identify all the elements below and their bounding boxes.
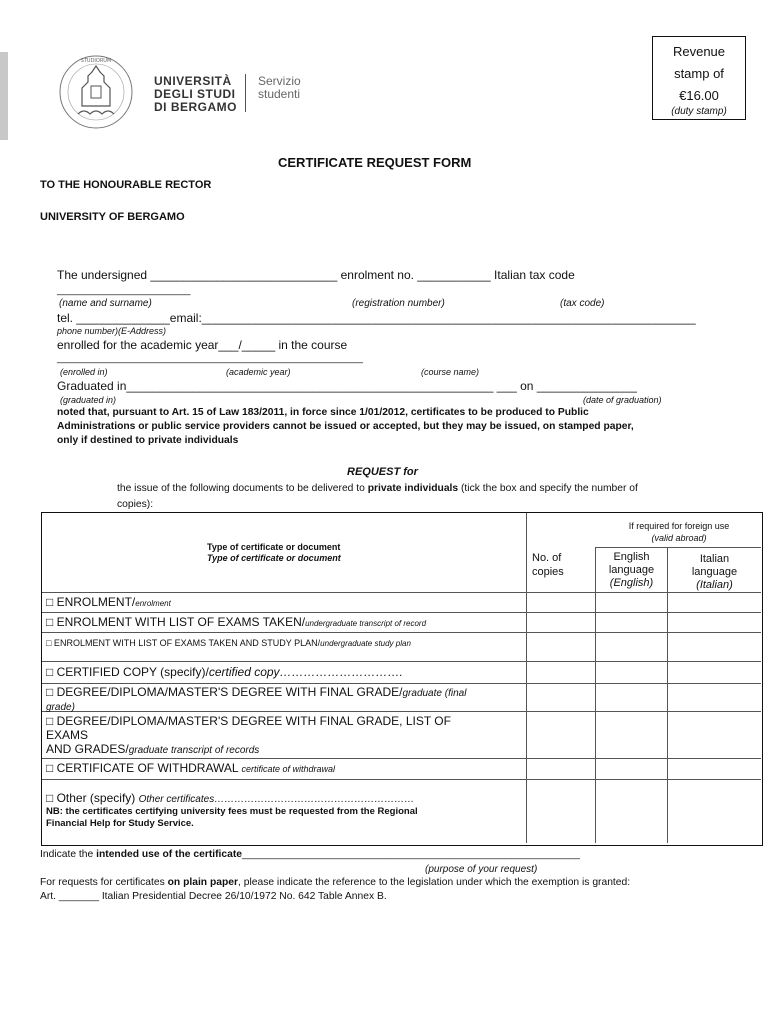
svg-text:STUDIORUM: STUDIORUM xyxy=(80,58,112,64)
row-divider xyxy=(42,779,761,780)
header-text: Type of certificate or document xyxy=(207,553,341,563)
legal-note: Administrations or public service providers cannot be issued or accepted, but they may be issued, on stamped paper, xyxy=(57,421,634,432)
header-text: (English) xyxy=(609,577,654,589)
field-caption: (purpose of your request) xyxy=(425,864,538,875)
row-divider xyxy=(42,632,761,633)
form-title: CERTIFICATE REQUEST FORM xyxy=(278,155,472,170)
row-divider xyxy=(595,547,761,548)
nb-note: NB: the certificates certifying university fees must be requested from the Regional xyxy=(46,806,418,817)
revenue-stamp-box xyxy=(652,36,746,120)
option-label: □ ENROLMENT/ xyxy=(46,595,136,609)
header-text: Italian xyxy=(699,553,730,565)
row-divider xyxy=(42,612,761,613)
certificate-option-degree[interactable] xyxy=(46,685,524,715)
footer-text: Indicate the xyxy=(40,849,97,860)
header-text: (Italian) xyxy=(696,579,733,591)
header-text: English xyxy=(613,551,650,563)
footer-text-bold: intended use of the certificate xyxy=(96,849,243,860)
type-header xyxy=(207,542,341,564)
option-label: □ CERTIFICATE OF WITHDRAWAL xyxy=(46,761,242,775)
header-text: language xyxy=(608,564,655,576)
intended-use-field[interactable] xyxy=(40,849,580,860)
header-text: Type of certificate or document xyxy=(207,542,341,552)
request-instructions: copies): xyxy=(117,499,154,510)
certificate-option-degree-exams[interactable] xyxy=(46,714,451,758)
option-sublabel: Other certificates…………………………………………………… xyxy=(138,794,415,805)
field-caption: (registration number) xyxy=(352,298,445,309)
row-divider xyxy=(42,661,761,662)
footer-text: , please indicate the reference to the legislation under which the exemption is granted: xyxy=(238,877,631,888)
course-underline[interactable]: _______________________________________________________ xyxy=(57,353,363,364)
request-instructions xyxy=(117,483,638,494)
option-sublabel: graduate transcript of records xyxy=(128,745,260,756)
header-text: If required for foreign use xyxy=(628,521,730,531)
stamp-amount: €16.00 xyxy=(679,88,719,103)
nb-note: Financial Help for Study Service. xyxy=(46,818,194,829)
legal-note: only if destined to private individuals xyxy=(57,435,239,446)
footer-underline: ___________________________________________________________ xyxy=(242,849,580,860)
field-caption: (enrolled in) xyxy=(60,367,108,377)
certificate-option-exams[interactable] xyxy=(46,615,426,629)
option-label: □ CERTIFIED COPY (specify)/ xyxy=(46,665,209,679)
service-line: studenti xyxy=(258,87,301,101)
header-text: No. of xyxy=(532,552,562,564)
option-sublabel: undergraduate transcript of record xyxy=(305,619,427,628)
page-edge-marker xyxy=(0,52,8,140)
stamp-note: (duty stamp) xyxy=(671,106,727,117)
certificate-option-withdrawal[interactable] xyxy=(46,761,335,775)
tel-email-field[interactable]: tel. ______________email:__________________________________________________________________________ xyxy=(57,311,696,325)
addressee-line: TO THE HONOURABLE RECTOR xyxy=(40,179,212,191)
option-label: □ Other (specify) xyxy=(46,791,139,805)
stamp-line: stamp of xyxy=(674,66,724,81)
request-text: the issue of the following documents to be delivered to xyxy=(117,483,368,494)
option-sublabel: enrolment xyxy=(135,599,171,608)
certificate-option-certified-copy[interactable] xyxy=(46,665,403,679)
university-logo-text xyxy=(154,75,237,114)
plain-paper-note xyxy=(40,877,630,888)
header-text: (valid abroad) xyxy=(651,533,707,543)
field-caption: (tax code) xyxy=(560,298,605,309)
field-caption: (academic year) xyxy=(226,367,291,377)
service-line: Servizio xyxy=(258,74,301,88)
field-caption: (course name) xyxy=(421,367,480,377)
certificate-option-study-plan[interactable] xyxy=(46,638,411,648)
footer-text-bold: on plain paper xyxy=(167,877,238,888)
header-text: language xyxy=(691,566,738,578)
option-sublabel: undergraduate study plan xyxy=(320,639,411,648)
option-label: □ DEGREE/DIPLOMA/MASTER'S DEGREE WITH FINAL GRADE/ xyxy=(46,685,403,699)
field-caption: (date of graduation) xyxy=(583,395,662,405)
logo-line: DI BERGAMO xyxy=(154,100,237,114)
request-text: (tick the box and specify the number of xyxy=(458,483,638,494)
field-caption: (graduated in) xyxy=(60,395,117,405)
option-label: □ DEGREE/DIPLOMA/MASTER'S DEGREE WITH FINAL GRADE, LIST OF xyxy=(46,714,451,728)
addressee-line: UNIVERSITY OF BERGAMO xyxy=(40,211,185,223)
university-seal-icon xyxy=(52,52,140,132)
row-divider xyxy=(42,758,761,759)
italian-header xyxy=(668,553,761,592)
option-sublabel: grade) xyxy=(46,702,75,713)
stamp-line: Revenue xyxy=(672,44,726,59)
logo-divider xyxy=(245,74,246,112)
option-label: □ ENROLMENT WITH LIST OF EXAMS TAKEN/ xyxy=(46,615,306,629)
undersigned-field[interactable]: The undersigned ____________________________ enrolment no. ___________ Italian tax code xyxy=(57,268,575,282)
copies-header xyxy=(532,551,564,579)
field-caption: phone number)(E-Address) xyxy=(57,326,167,336)
enrolled-field[interactable]: enrolled for the academic year___/_____ in the course xyxy=(57,338,348,352)
foreign-use-header xyxy=(598,520,760,544)
graduated-field[interactable]: Graduated in_______________________________________________________ ___ on _______________ xyxy=(57,379,637,393)
row-divider xyxy=(42,683,761,684)
row-divider xyxy=(42,592,761,593)
logo-line: UNIVERSITÀ xyxy=(154,74,232,88)
option-label: EXAMS xyxy=(46,728,89,742)
english-header xyxy=(596,551,667,590)
service-label xyxy=(258,75,301,101)
logo-line: DEGLI STUDI xyxy=(154,87,236,101)
option-label: □ ENROLMENT WITH LIST OF EXAMS TAKEN AND STUDY PLAN/ xyxy=(46,638,321,648)
certificate-option-other[interactable] xyxy=(46,792,418,830)
option-label: AND GRADES/ xyxy=(46,742,129,756)
option-sublabel: certified copy…………………………. xyxy=(208,665,403,679)
tax-code-underline: ________________________ xyxy=(57,285,191,296)
option-sublabel: certificate of withdrawal xyxy=(241,764,336,774)
certificate-table xyxy=(41,512,763,846)
request-text-bold: private individuals xyxy=(367,483,459,494)
certificate-option-enrolment[interactable] xyxy=(46,595,171,609)
legal-note: noted that, pursuant to Art. 15 of Law 183/2011, in force since 1/01/2012, certificates to be produced to Public xyxy=(57,407,589,418)
footer-text: For requests for certificates xyxy=(40,877,168,888)
option-sublabel: graduate (final xyxy=(402,688,467,699)
field-caption: (name and surname) xyxy=(59,298,152,309)
header-text: copies xyxy=(532,566,564,578)
column-divider xyxy=(526,513,527,843)
exemption-article-field[interactable]: Art. _______ Italian Presidential Decree 26/10/1972 No. 642 Table Annex B. xyxy=(40,891,387,902)
request-heading: REQUEST for xyxy=(347,466,418,478)
